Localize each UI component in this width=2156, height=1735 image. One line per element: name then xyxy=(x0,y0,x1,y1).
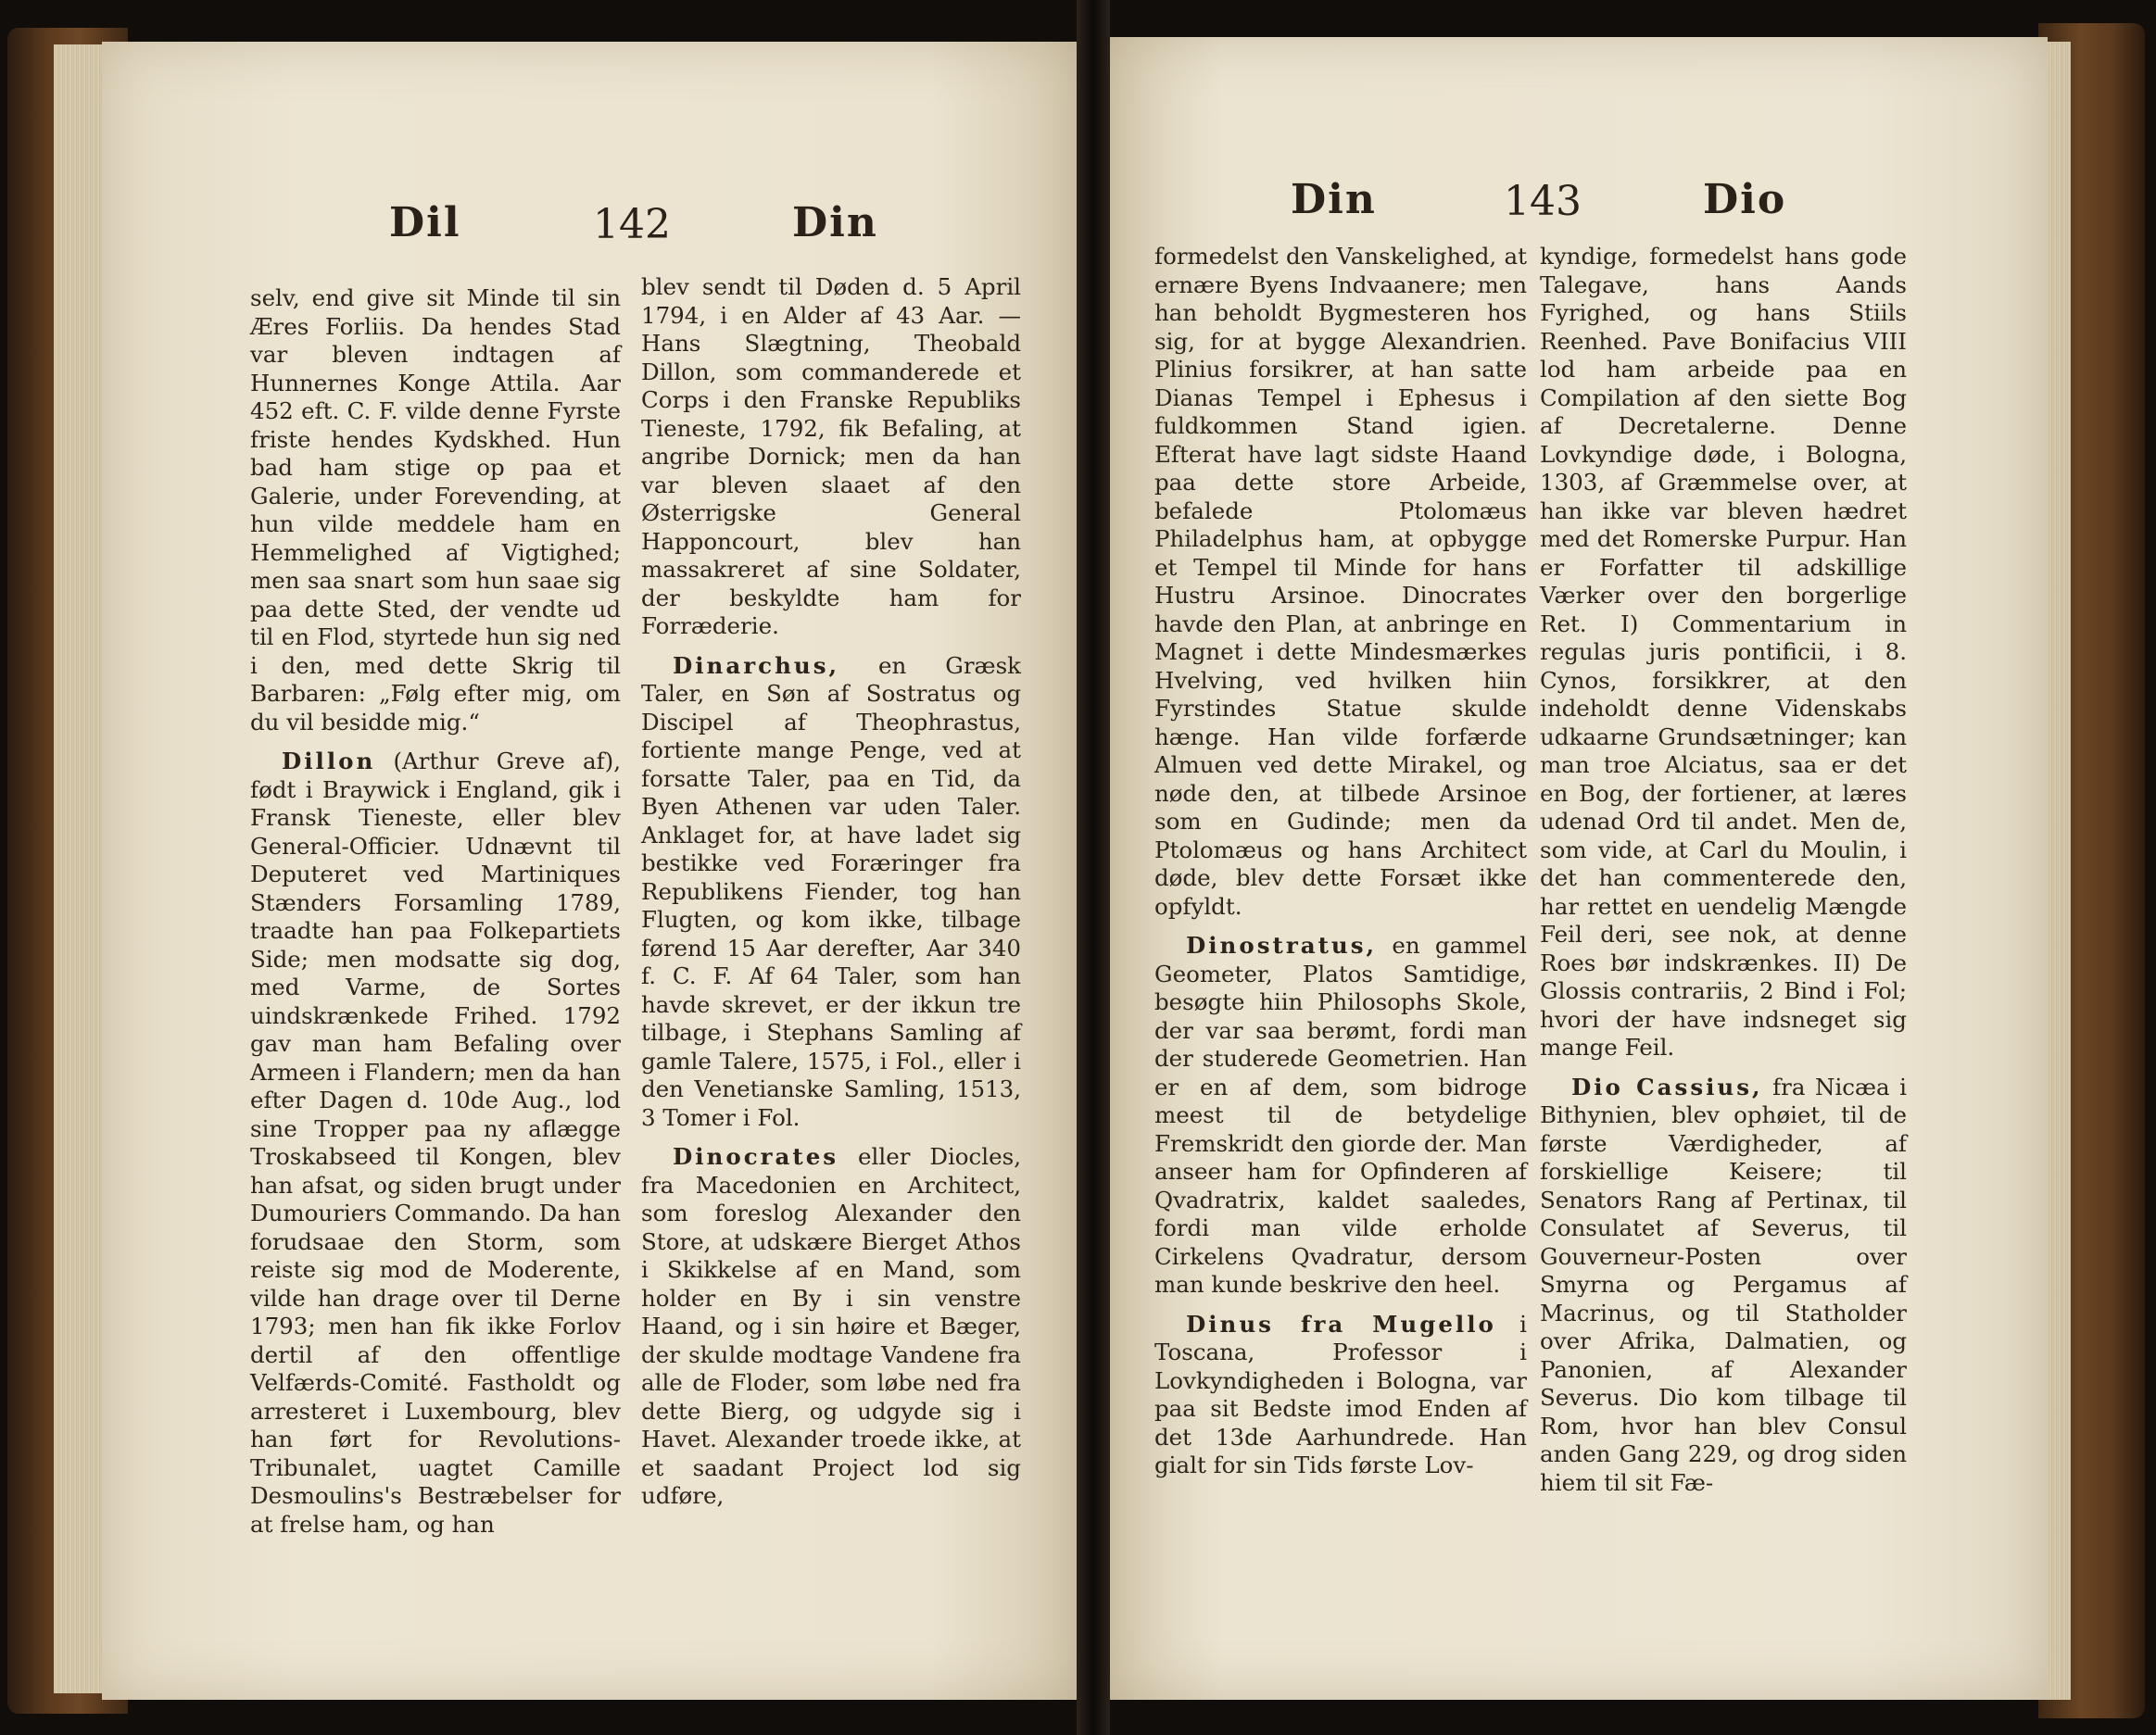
entry-dinostratus xyxy=(1154,932,1527,1300)
head-word: Dillon xyxy=(282,748,376,774)
page-edges-left xyxy=(54,44,109,1693)
entry-text: en Græsk Taler, en Søn af Sostratus og Discipel af Theophrastus, fortiente mange Penge, ved at forsatte Taler, paa en Tid, da Byen Athenen var uden Taler. Anklaget for, at have ladet sig bestikke ved Foræringer fra Republikens Fiender, tog han Flugten, og kom ikke, tilbage førend 15 Aar derefter, Aar 340 f. C. F. Af 64 Taler, som han havde skrevet, er der ikkun tre tilbage, i Stephans Samling af gamle Talere, 1575, i Fol., eller i den Venetianske Samling, 1513, 3 Tomer i Fol. xyxy=(641,651,1021,1131)
paragraph-text: blev sendt til Døden d. 5 April 1794, i en Alder af 43 Aar. — Hans Slægtning, Theobald Dillon, som commanderede et Corps i den Franske Republiks Tieneste, 1792, fik Befaling, at angribe Dornick; men da han var bleven slaaet af den Østerrigske General Happoncourt, blev han massakreret af sine Soldater, der beskyldte ham for Forræderie. xyxy=(641,273,1021,639)
left-page-number: 142 xyxy=(593,201,671,248)
right-column-2 xyxy=(1540,243,1907,1497)
paragraph xyxy=(641,273,1021,641)
entry-text: eller Diocles, fra Macedonien en Architect, som foreslog Alexander den Store, at udskære Bierget Athos i Skikkelse af en Mand, som holder en By i sin venstre Haand, og i sin høire et Bæger, der skulde modtage Vandene fra alle de Floder, som løbe ned fra dette Bierg, og udgyde sig i Havet. Alexander troede ikke, at et saadant Project lod sig udføre, xyxy=(641,1143,1021,1509)
entry-dinarchus xyxy=(641,652,1021,1133)
right-header-right: Dio xyxy=(1703,176,1787,223)
paragraph-text: formedelst den Vanskelighed, at ernære Byens Indvaanere; men han beholdt Bygmesteren hos sig, for at bygge Alexandrien. Plinius forsikrer, at han satte Dianas Tempel i Ephesus i fuldkommen Stand igien. Efterat have lagt sidste Haand paa dette store Arbeide, befalede Ptolomæus Philadelphus ham, at opbygge et Tempel til Minde for hans Hustru Arsinoe. Dinocrates havde den Plan, at anbringe en Magnet i dette Mindesmærkes Hvelving, ved hvilken hiin Fyrstindes Statue skulde hænge. Han vilde forfærde Almuen ved dette Mirakel, og nøde den, at tilbede Arsinoe som en Gudinde; men da Ptolomæus og hans Architect døde, blev dette Forsæt ikke opfyldt. xyxy=(1154,243,1527,920)
head-word: Dio Cassius, xyxy=(1571,1073,1763,1100)
gutter xyxy=(1077,0,1110,1735)
paragraph-text: kyndige, formedelst hans gode Talegave, hans Aands Fyrighed, og hans Stiils Reenhed. Pave Bonifacius VIII lod ham arbeide paa en Compilation af den siette Bog af Decretalerne. Denne Lovkyndige døde, i Bologna, 1303, af Græmmelse over, at han ikke var bleven hædret med det Romerske Purpur. Han er Forfatter til adskillige Værker over den borgerlige Ret. I) Commentarium in regulas juris pontificii, i 8. Cynos, forsikkrer, at den indeholdt denne Videnskabs udkaarne Grundsætninger; kan man troe Alciatus, saa er det en Bog, der fortiener, at læres udenad Ord til andet. Men de, som vide, at Carl du Moulin, i det han commenterede den, har rettet en uendelig Mængde Feil deri, see nok, at denne Roes bør indskrænkes. II) De Glossis contrariis, 2 Bind i Fol; hvori der have indsneget sig mange Feil. xyxy=(1540,243,1907,1061)
right-header-left: Din xyxy=(1291,176,1377,223)
head-word: Dinus fra Mugello xyxy=(1186,1310,1496,1338)
head-word: Dinarchus, xyxy=(673,651,840,679)
entry-text: i Toscana, Professor i Lovkyndigheden i Bologna, var paa sit Bedste imod Enden af det 13de Aarhundrede. Han gialt for sin Tids første Lov- xyxy=(1154,1310,1527,1478)
head-word: Dinostratus, xyxy=(1186,932,1378,959)
left-header-right: Din xyxy=(792,199,878,246)
entry-dinus xyxy=(1154,1311,1527,1480)
left-column-2 xyxy=(641,273,1021,1511)
left-page xyxy=(102,42,1077,1700)
entry-dillon xyxy=(250,748,621,1539)
right-column-1 xyxy=(1154,243,1527,1480)
entry-dio-cassius xyxy=(1540,1074,1907,1498)
left-column-1 xyxy=(250,284,621,1539)
entry-text: fra Nicæa i Bithynien, blev ophøiet, til de første Værdigheder, af forskiellige Keisere; til Senators Rang af Pertinax, til Consulatet af Severus, til Gouverneur-Posten over Smyrna og Pergamus af Macrinus, og til Statholder over Afrika, Dalmatien, og Panonien, af Alexander Severus. Dio kom tilbage til Rom, hvor han blev Consul anden Gang 229, og drog siden hiem til sit Fæ- xyxy=(1540,1073,1907,1496)
entry-dinocrates xyxy=(641,1143,1021,1511)
right-page-number: 143 xyxy=(1504,178,1582,225)
left-header-left: Dil xyxy=(389,199,461,246)
right-page xyxy=(1110,37,2048,1700)
head-word: Dinocrates xyxy=(673,1143,839,1170)
entry-text: en gammel Geometer, Platos Samtidige, besøgte hiin Philosophs Skole, der var saa berømt, fordi man der studerede Geometrien. Han er en af dem, som bidroge meest til de betydelige Fremskridt den giorde der. Man anseer ham for Opfinderen af Qvadratrix, kaldet saaledes, fordi man vilde erholde Cirkelens Qvadratur, dersom man kunde beskrive den heel. xyxy=(1154,932,1527,1298)
paragraph xyxy=(250,284,621,736)
paragraph xyxy=(1154,243,1527,921)
entry-text: (Arthur Greve af), født i Braywick i England, gik i Fransk Tieneste, eller blev General-Officier. Udnævnt til Deputeret ved Martiniques Stænders Forsamling 1789, traadte han paa Folkepartiets Side; men modsatte sig dog, med Varme, de Sortes uindskrænkede Frihed. 1792 gav man ham Befaling over Armeen i Flandern; men da han efter Dagen d. 10de Aug., lod sine Tropper paa ny aflægge Troskabseed til Kongen, blev han afsat, og siden brugt under Dumouriers Commando. Da han forudsaae den Storm, som reiste sig mod de Moderente, vilde han drage over til Derne 1793; men han fik ikke Forlov dertil af den offentlige Velfærds-Comité. Fastholdt og arresteret i Luxembourg, blev han ført for Revolutions-Tribunalet, uagtet Camille Desmoulins's Bestræbelser for at frelse ham, og han xyxy=(250,748,621,1538)
paragraph-text: selv, end give sit Minde til sin Æres Forliis. Da hendes Stad var bleven indtagen af Hunnernes Konge Attila. Aar 452 eft. C. F. vilde denne Fyrste friste hendes Kydskhed. Hun bad ham stige op paa et Galerie, under Forevending, at hun vilde meddele ham en Hemmelighed af Vigtighed; men saa snart som hun saae sig paa dette Sted, der vendte ud til en Flod, styrtede hun sig ned i den, med dette Skrig til Barbaren: „Følg efter mig, om du vil besidde mig.“ xyxy=(250,284,621,735)
paragraph xyxy=(1540,243,1907,1062)
